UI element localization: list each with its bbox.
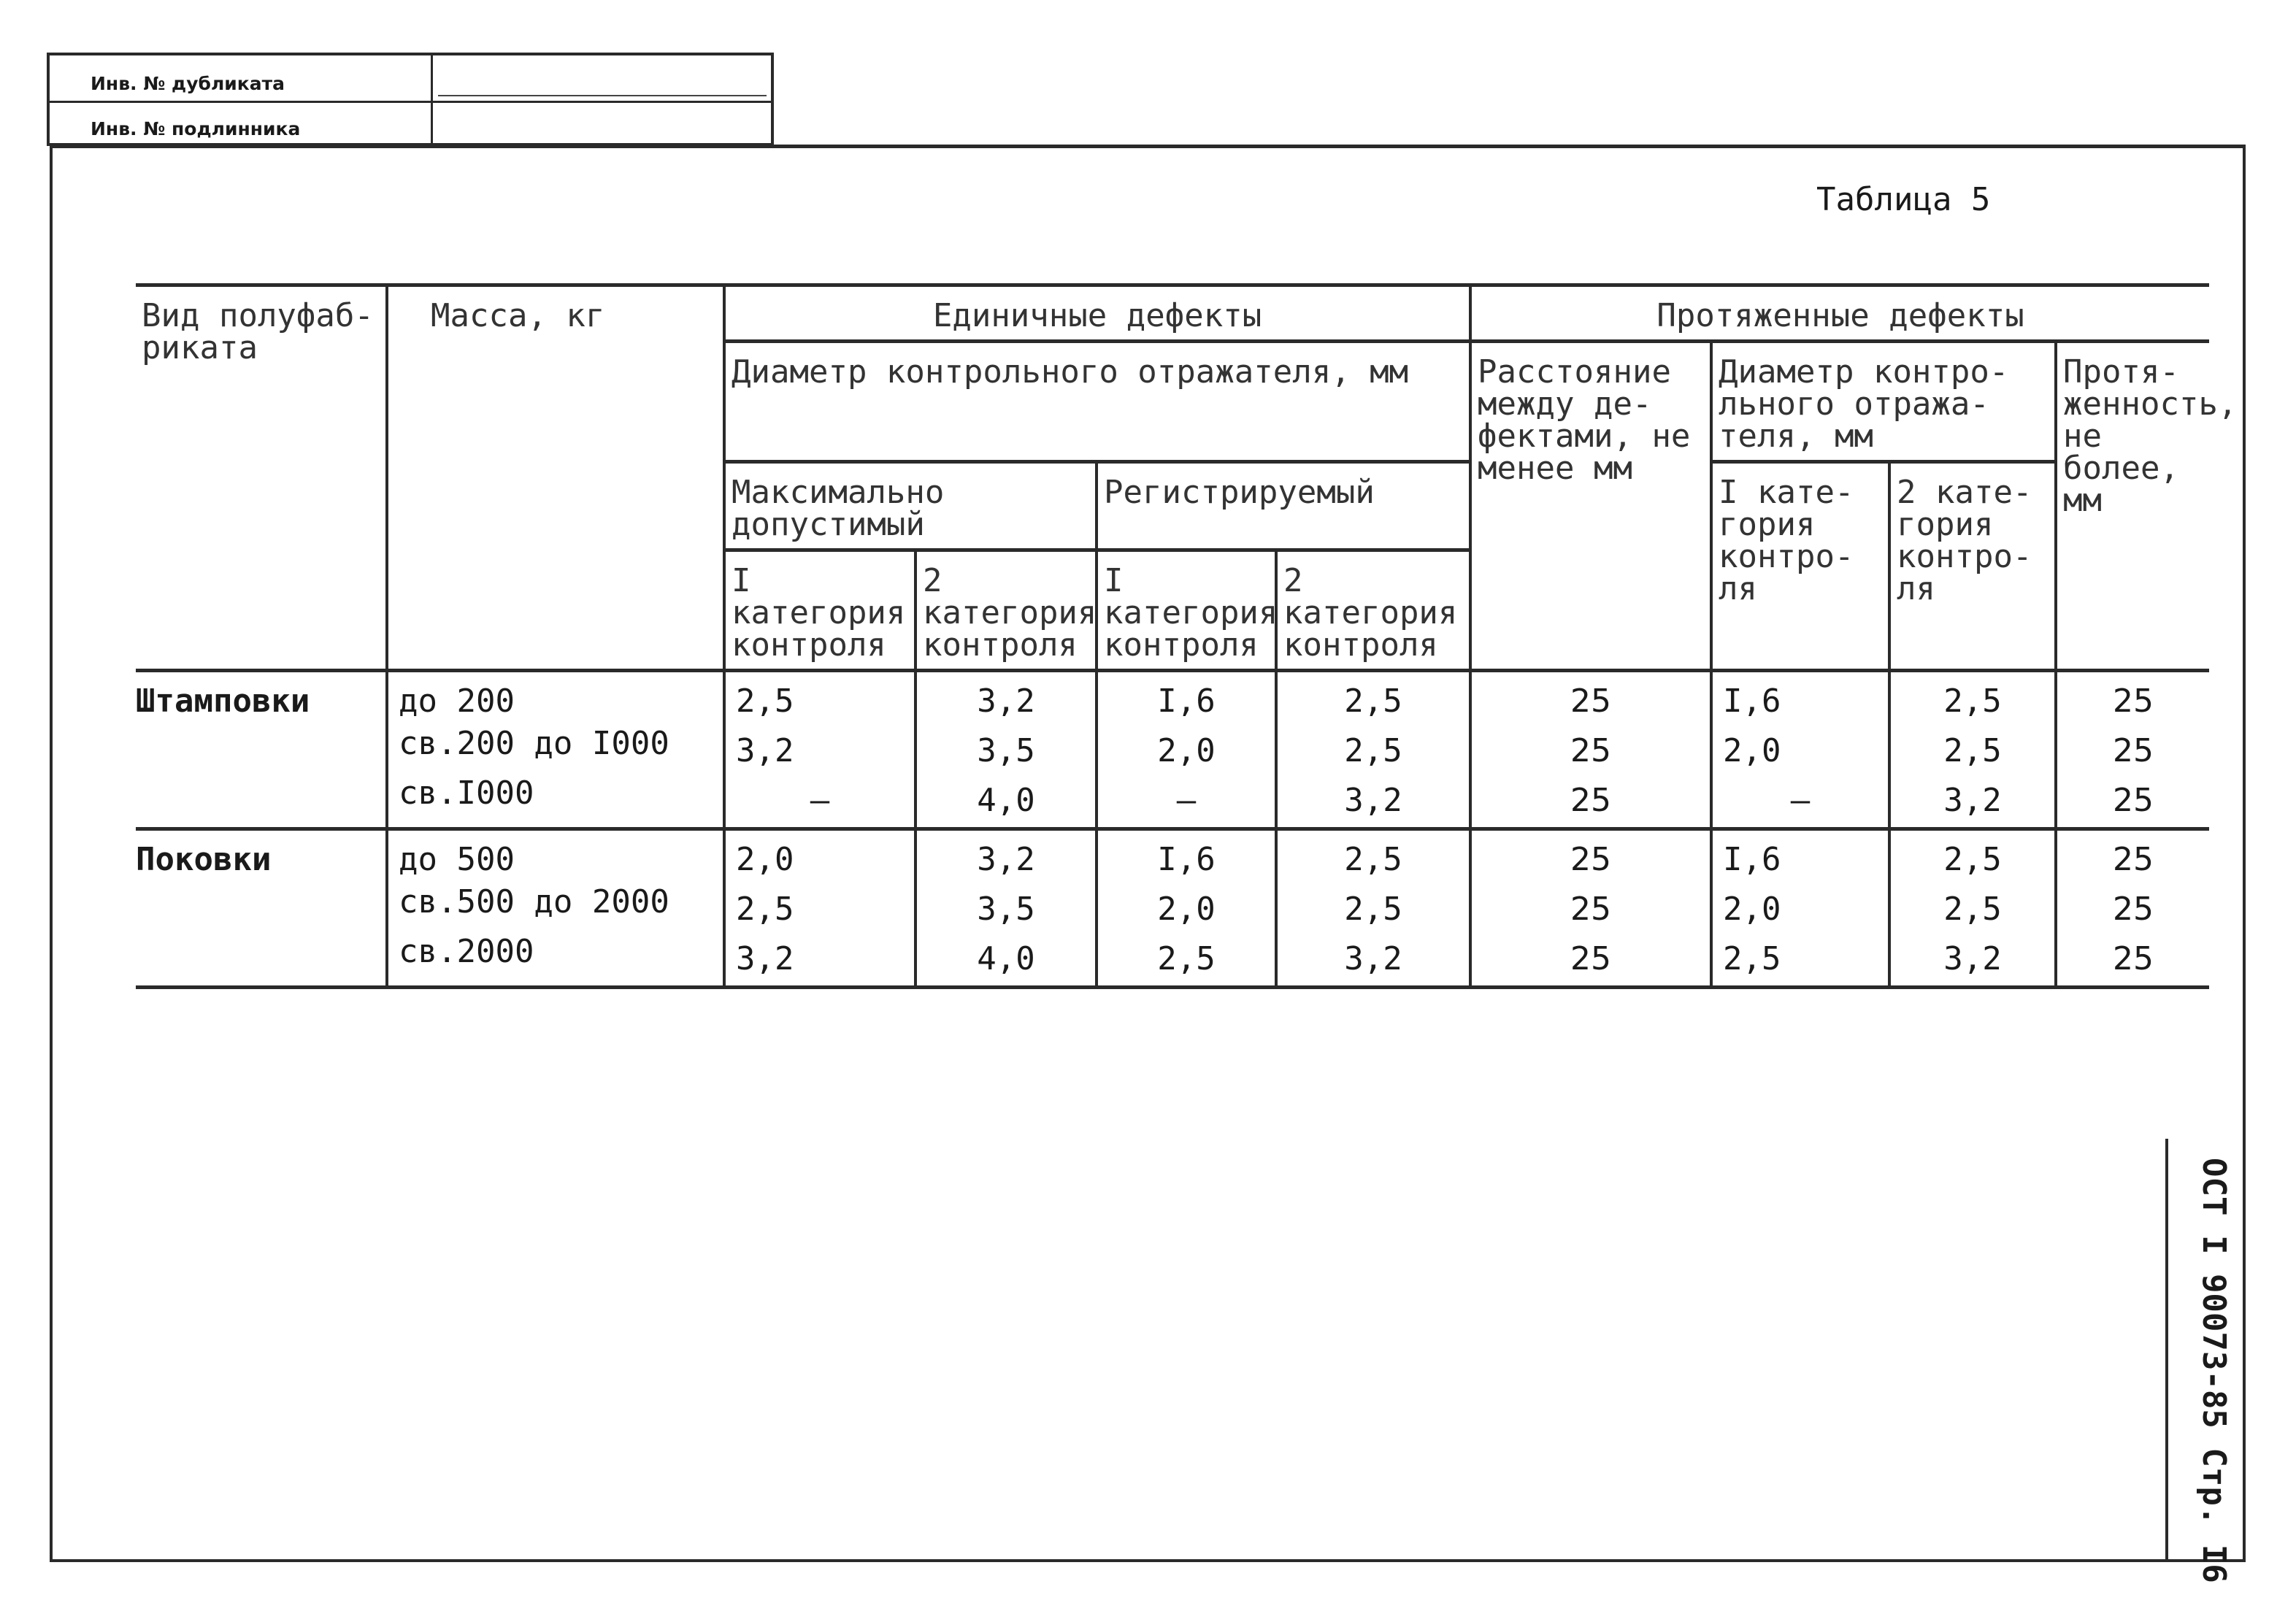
document-code-block: [2170, 1158, 2257, 1583]
value-cell: 3,2: [724, 936, 915, 988]
header-reg-cat2: 2 категория контроля: [1276, 550, 1470, 671]
stamp-divider: [431, 101, 433, 146]
value-cell: 2,5: [724, 886, 915, 936]
value-cell: 2,5: [1276, 829, 1470, 887]
table-row: [136, 886, 2209, 936]
value-cell: –: [1097, 777, 1276, 829]
value-cell: 2,0: [1097, 886, 1276, 936]
value-cell: I,6: [1711, 671, 1889, 729]
stamp-row-duplicate: [50, 55, 771, 103]
value-cell: 3,2: [1889, 936, 2056, 988]
header-extended-defects: Протяженные дефекты: [1470, 285, 2209, 342]
value-cell: 25: [1470, 936, 1711, 988]
mass-cell: св.500 до 2000: [387, 886, 724, 936]
value-cell: 2,5: [1711, 936, 1889, 988]
value-cell: 25: [2056, 671, 2209, 729]
value-cell: –: [1711, 777, 1889, 829]
value-cell: 2,0: [1097, 728, 1276, 777]
table-row: [136, 777, 2209, 829]
value-cell: 3,5: [915, 728, 1097, 777]
value-cell: 25: [1470, 886, 1711, 936]
header-max-cat1: I категория контроля: [724, 550, 915, 671]
mass-cell: до 500: [387, 829, 724, 887]
table-row: [136, 671, 2209, 729]
value-cell: 2,5: [1889, 728, 2056, 777]
value-cell: 2,5: [1276, 728, 1470, 777]
header-max-allowed: Максимально допустимый: [724, 462, 1097, 550]
value-cell: 2,5: [1097, 936, 1276, 988]
header-single-defects: Единичные дефекты: [724, 285, 1470, 342]
table-row: [136, 936, 2209, 988]
header-ext-reflector-diameter: Диаметр контро- льного отража- теля, мм: [1711, 342, 2056, 462]
value-cell: 25: [2056, 886, 2209, 936]
mass-cell: до 200: [387, 671, 724, 729]
header-distance: Расстояние между де- фектами, не менее мм: [1470, 342, 1711, 671]
value-cell: 4,0: [915, 777, 1097, 829]
value-cell: 25: [2056, 936, 2209, 988]
value-cell: 25: [1470, 777, 1711, 829]
value-cell: I,6: [1711, 829, 1889, 887]
header-kind: Вид полуфаб- риката: [136, 285, 387, 671]
value-cell: –: [724, 777, 915, 829]
value-cell: 2,5: [1889, 886, 2056, 936]
value-cell: 2,0: [1711, 886, 1889, 936]
header-registered: Регистрируемый: [1097, 462, 1470, 550]
stamp-original-label: Инв. № подлинника: [91, 118, 301, 139]
side-code-divider: [2165, 1139, 2168, 1562]
stamp-divider: [431, 55, 433, 101]
value-cell: 3,2: [724, 728, 915, 777]
header-ext-cat1: I кате- гория контро- ля: [1711, 462, 1889, 671]
kind-cell: Штамповки: [136, 671, 387, 829]
value-cell: I,6: [1097, 671, 1276, 729]
value-cell: 25: [1470, 829, 1711, 887]
value-cell: 25: [2056, 829, 2209, 887]
value-cell: 25: [2056, 777, 2209, 829]
header-ext-cat2: 2 кате- гория контро- ля: [1889, 462, 2056, 671]
table-row: [136, 728, 2209, 777]
mass-cell: св.2000: [387, 936, 724, 988]
header-length: Протя- женность, не более, мм: [2056, 342, 2209, 671]
value-cell: 3,5: [915, 886, 1097, 936]
stamp-row-original: [50, 101, 771, 146]
inventory-stamp: [47, 53, 774, 146]
value-cell: 25: [1470, 671, 1711, 729]
value-cell: 3,2: [1276, 936, 1470, 988]
header-mass: Масса, кг: [387, 285, 724, 671]
kind-cell: Поковки: [136, 829, 387, 988]
header-reg-cat1: I категория контроля: [1097, 550, 1276, 671]
value-cell: 2,5: [1276, 671, 1470, 729]
value-cell: 3,2: [915, 671, 1097, 729]
defects-table: [136, 283, 2238, 989]
value-cell: 2,0: [1711, 728, 1889, 777]
document-code: ОСТ I 90073-85 Стр. I6: [2195, 1158, 2232, 1583]
header-max-cat2: 2 категория контроля: [915, 550, 1097, 671]
table-row: [136, 829, 2209, 887]
value-cell: I,6: [1097, 829, 1276, 887]
value-cell: 2,5: [1889, 671, 2056, 729]
mass-cell: св.I000: [387, 777, 724, 829]
value-cell: 25: [2056, 728, 2209, 777]
value-cell: 2,5: [724, 671, 915, 729]
value-cell: 2,0: [724, 829, 915, 887]
value-cell: 3,2: [1889, 777, 2056, 829]
stamp-field-line: [438, 95, 767, 96]
table-title: Таблица 5: [1816, 181, 1991, 218]
value-cell: 4,0: [915, 936, 1097, 988]
header-reflector-diameter: Диаметр контрольного отражателя, мм: [724, 342, 1470, 462]
value-cell: 2,5: [1889, 829, 2056, 887]
stamp-duplicate-label: Инв. № дубликата: [91, 73, 285, 94]
value-cell: 2,5: [1276, 886, 1470, 936]
value-cell: 3,2: [915, 829, 1097, 887]
mass-cell: св.200 до I000: [387, 728, 724, 777]
value-cell: 25: [1470, 728, 1711, 777]
value-cell: 3,2: [1276, 777, 1470, 829]
